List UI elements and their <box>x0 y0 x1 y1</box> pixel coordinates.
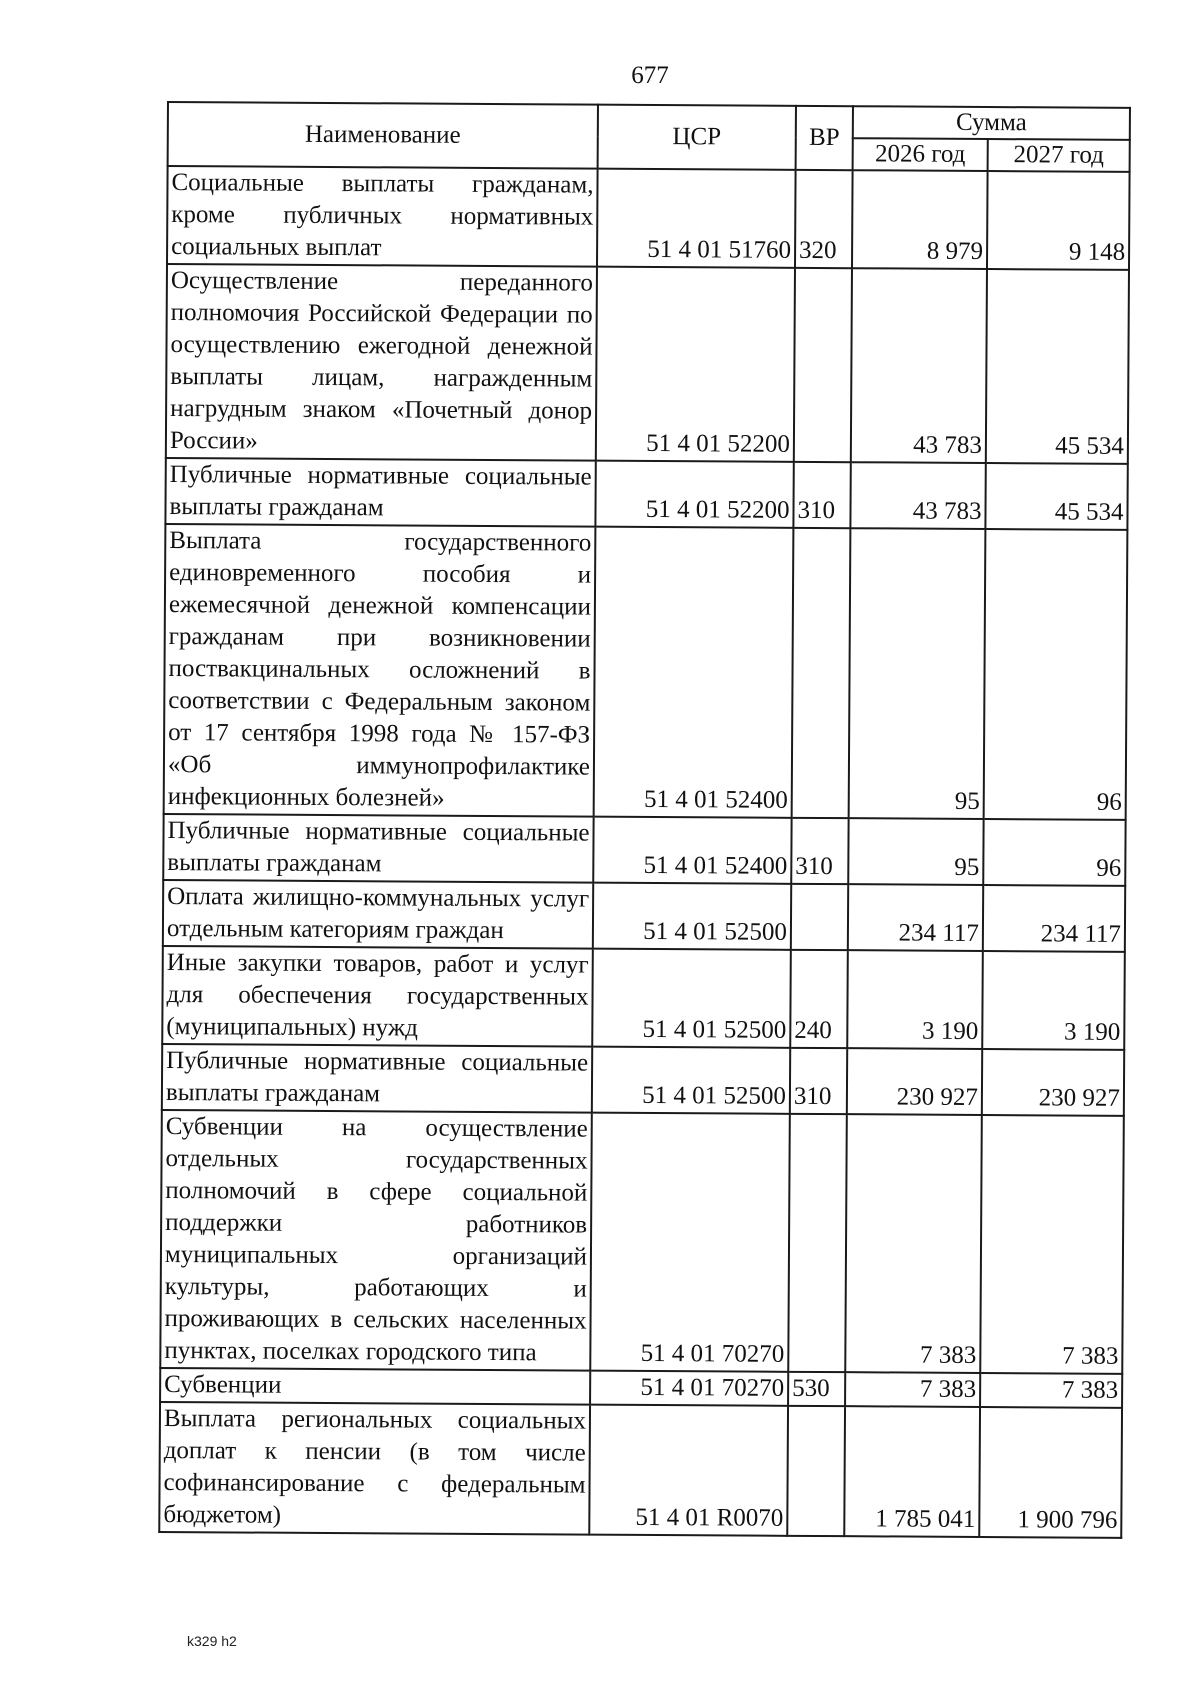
row-csr: 51 4 01 52400 <box>593 817 791 884</box>
table-row <box>166 264 1129 464</box>
row-csr: 51 4 01 52500 <box>593 883 791 950</box>
row-name: Социальные выплаты гражданам, кроме публичных нормативных социальных выплат <box>167 166 598 267</box>
row-amount-2027: 9 148 <box>987 171 1130 270</box>
table-row <box>167 166 1130 270</box>
table-row <box>162 1044 1124 1116</box>
row-name: Публичные нормативные социальные выплаты гражданам <box>165 458 595 527</box>
table-row <box>165 458 1127 530</box>
row-csr: 51 4 01 51760 <box>597 169 796 268</box>
row-csr: 51 4 01 52500 <box>592 1047 790 1114</box>
row-vr <box>794 268 852 462</box>
row-vr <box>792 528 851 818</box>
header-year-2027: 2027 год <box>988 139 1130 172</box>
row-name: Публичные нормативные социальные выплаты гражданам <box>163 814 593 883</box>
row-amount-2026: 3 190 <box>847 950 983 1049</box>
header-name: Наименование <box>168 102 598 169</box>
row-name: Выплата государственного единовременного пособия и ежемесячной денежной компенсации гражданам при возникновении поствакцинальных осложнений в соответствии с Федеральным законом от 17 сентября 1998 года № 157-ФЗ «Об иммунопрофилактике инфекционных болезней» <box>164 524 596 817</box>
row-vr: 310 <box>793 462 850 528</box>
row-amount-2027: 7 383 <box>980 1373 1122 1408</box>
table-row <box>159 1402 1122 1538</box>
row-vr: 310 <box>791 818 848 884</box>
row-csr: 51 4 01 52200 <box>596 267 795 462</box>
row-vr: 530 <box>788 1372 845 1406</box>
page-number: 677 <box>631 62 669 89</box>
row-vr: 310 <box>790 1048 847 1114</box>
row-amount-2027: 7 383 <box>980 1115 1124 1374</box>
table-row <box>164 524 1128 820</box>
row-amount-2027: 234 117 <box>983 885 1125 952</box>
table-row <box>163 814 1125 886</box>
header-year-2026: 2026 год <box>853 138 988 171</box>
row-csr: 51 4 01 52400 <box>594 527 794 818</box>
row-amount-2026: 230 927 <box>847 1048 982 1115</box>
row-amount-2026: 95 <box>848 818 983 885</box>
row-name: Публичные нормативные социальные выплаты гражданам <box>162 1044 592 1113</box>
row-name: Иные закупки товаров, работ и услуг для обеспечения государственных (муниципальных) нужд <box>162 946 593 1047</box>
row-csr: 51 4 01 R0070 <box>589 1405 788 1536</box>
row-vr: 240 <box>790 950 848 1048</box>
row-amount-2026: 8 979 <box>852 170 988 269</box>
row-amount-2027: 230 927 <box>982 1049 1124 1116</box>
row-amount-2027: 45 534 <box>986 269 1129 464</box>
row-csr: 51 4 01 52200 <box>595 461 793 528</box>
row-amount-2027: 96 <box>983 819 1125 886</box>
row-csr: 51 4 01 52500 <box>592 949 791 1048</box>
row-vr <box>791 884 848 950</box>
row-amount-2026: 43 783 <box>851 268 987 463</box>
header-sum: Сумма <box>853 106 1130 140</box>
table-row <box>163 880 1125 952</box>
document-code: k329 h2 <box>187 1633 237 1649</box>
row-vr <box>788 1114 847 1372</box>
row-amount-2026: 7 383 <box>845 1372 980 1407</box>
row-amount-2026: 234 117 <box>848 884 983 951</box>
row-amount-2027: 45 534 <box>985 463 1127 530</box>
row-amount-2026: 7 383 <box>845 1114 982 1373</box>
row-amount-2027: 3 190 <box>982 951 1125 1050</box>
row-name: Оплата жилищно-коммунальных услуг отдельным категориям граждан <box>163 880 593 949</box>
table-row <box>160 1110 1124 1374</box>
row-csr: 51 4 01 70270 <box>590 1113 790 1372</box>
row-vr: 320 <box>795 170 853 268</box>
table-row <box>162 946 1125 1050</box>
row-name: Субвенции на осуществление отдельных государственных полномочий в сфере социальной поддержки работников муниципальных организаций культуры, работающих и проживающих в сельских населенных пунктах, поселках городского типа <box>160 1110 592 1371</box>
row-csr: 51 4 01 70270 <box>590 1371 788 1406</box>
budget-table <box>158 101 1131 1539</box>
row-amount-2027: 96 <box>984 529 1128 820</box>
header-vr: ВР <box>796 106 853 170</box>
table-header <box>168 102 1130 172</box>
row-amount-2027: 1 900 796 <box>979 1407 1122 1538</box>
row-name: Осуществление переданного полномочия Российской Федерации по осуществлению ежегодной денежной выплаты лицам, награжденным нагрудным знаком «Почетный донор России» <box>166 264 597 461</box>
row-amount-2026: 95 <box>849 528 986 819</box>
table-body <box>159 166 1129 1538</box>
row-name: Выплата региональных социальных доплат к пенсии (в том числе софинансирование с федеральным бюджетом) <box>159 1402 590 1535</box>
row-amount-2026: 43 783 <box>850 462 985 529</box>
header-row <box>168 102 1130 140</box>
row-amount-2026: 1 785 041 <box>844 1406 980 1537</box>
row-vr <box>787 1406 845 1536</box>
header-csr: ЦСР <box>598 105 796 170</box>
row-name: Субвенции <box>160 1368 590 1405</box>
